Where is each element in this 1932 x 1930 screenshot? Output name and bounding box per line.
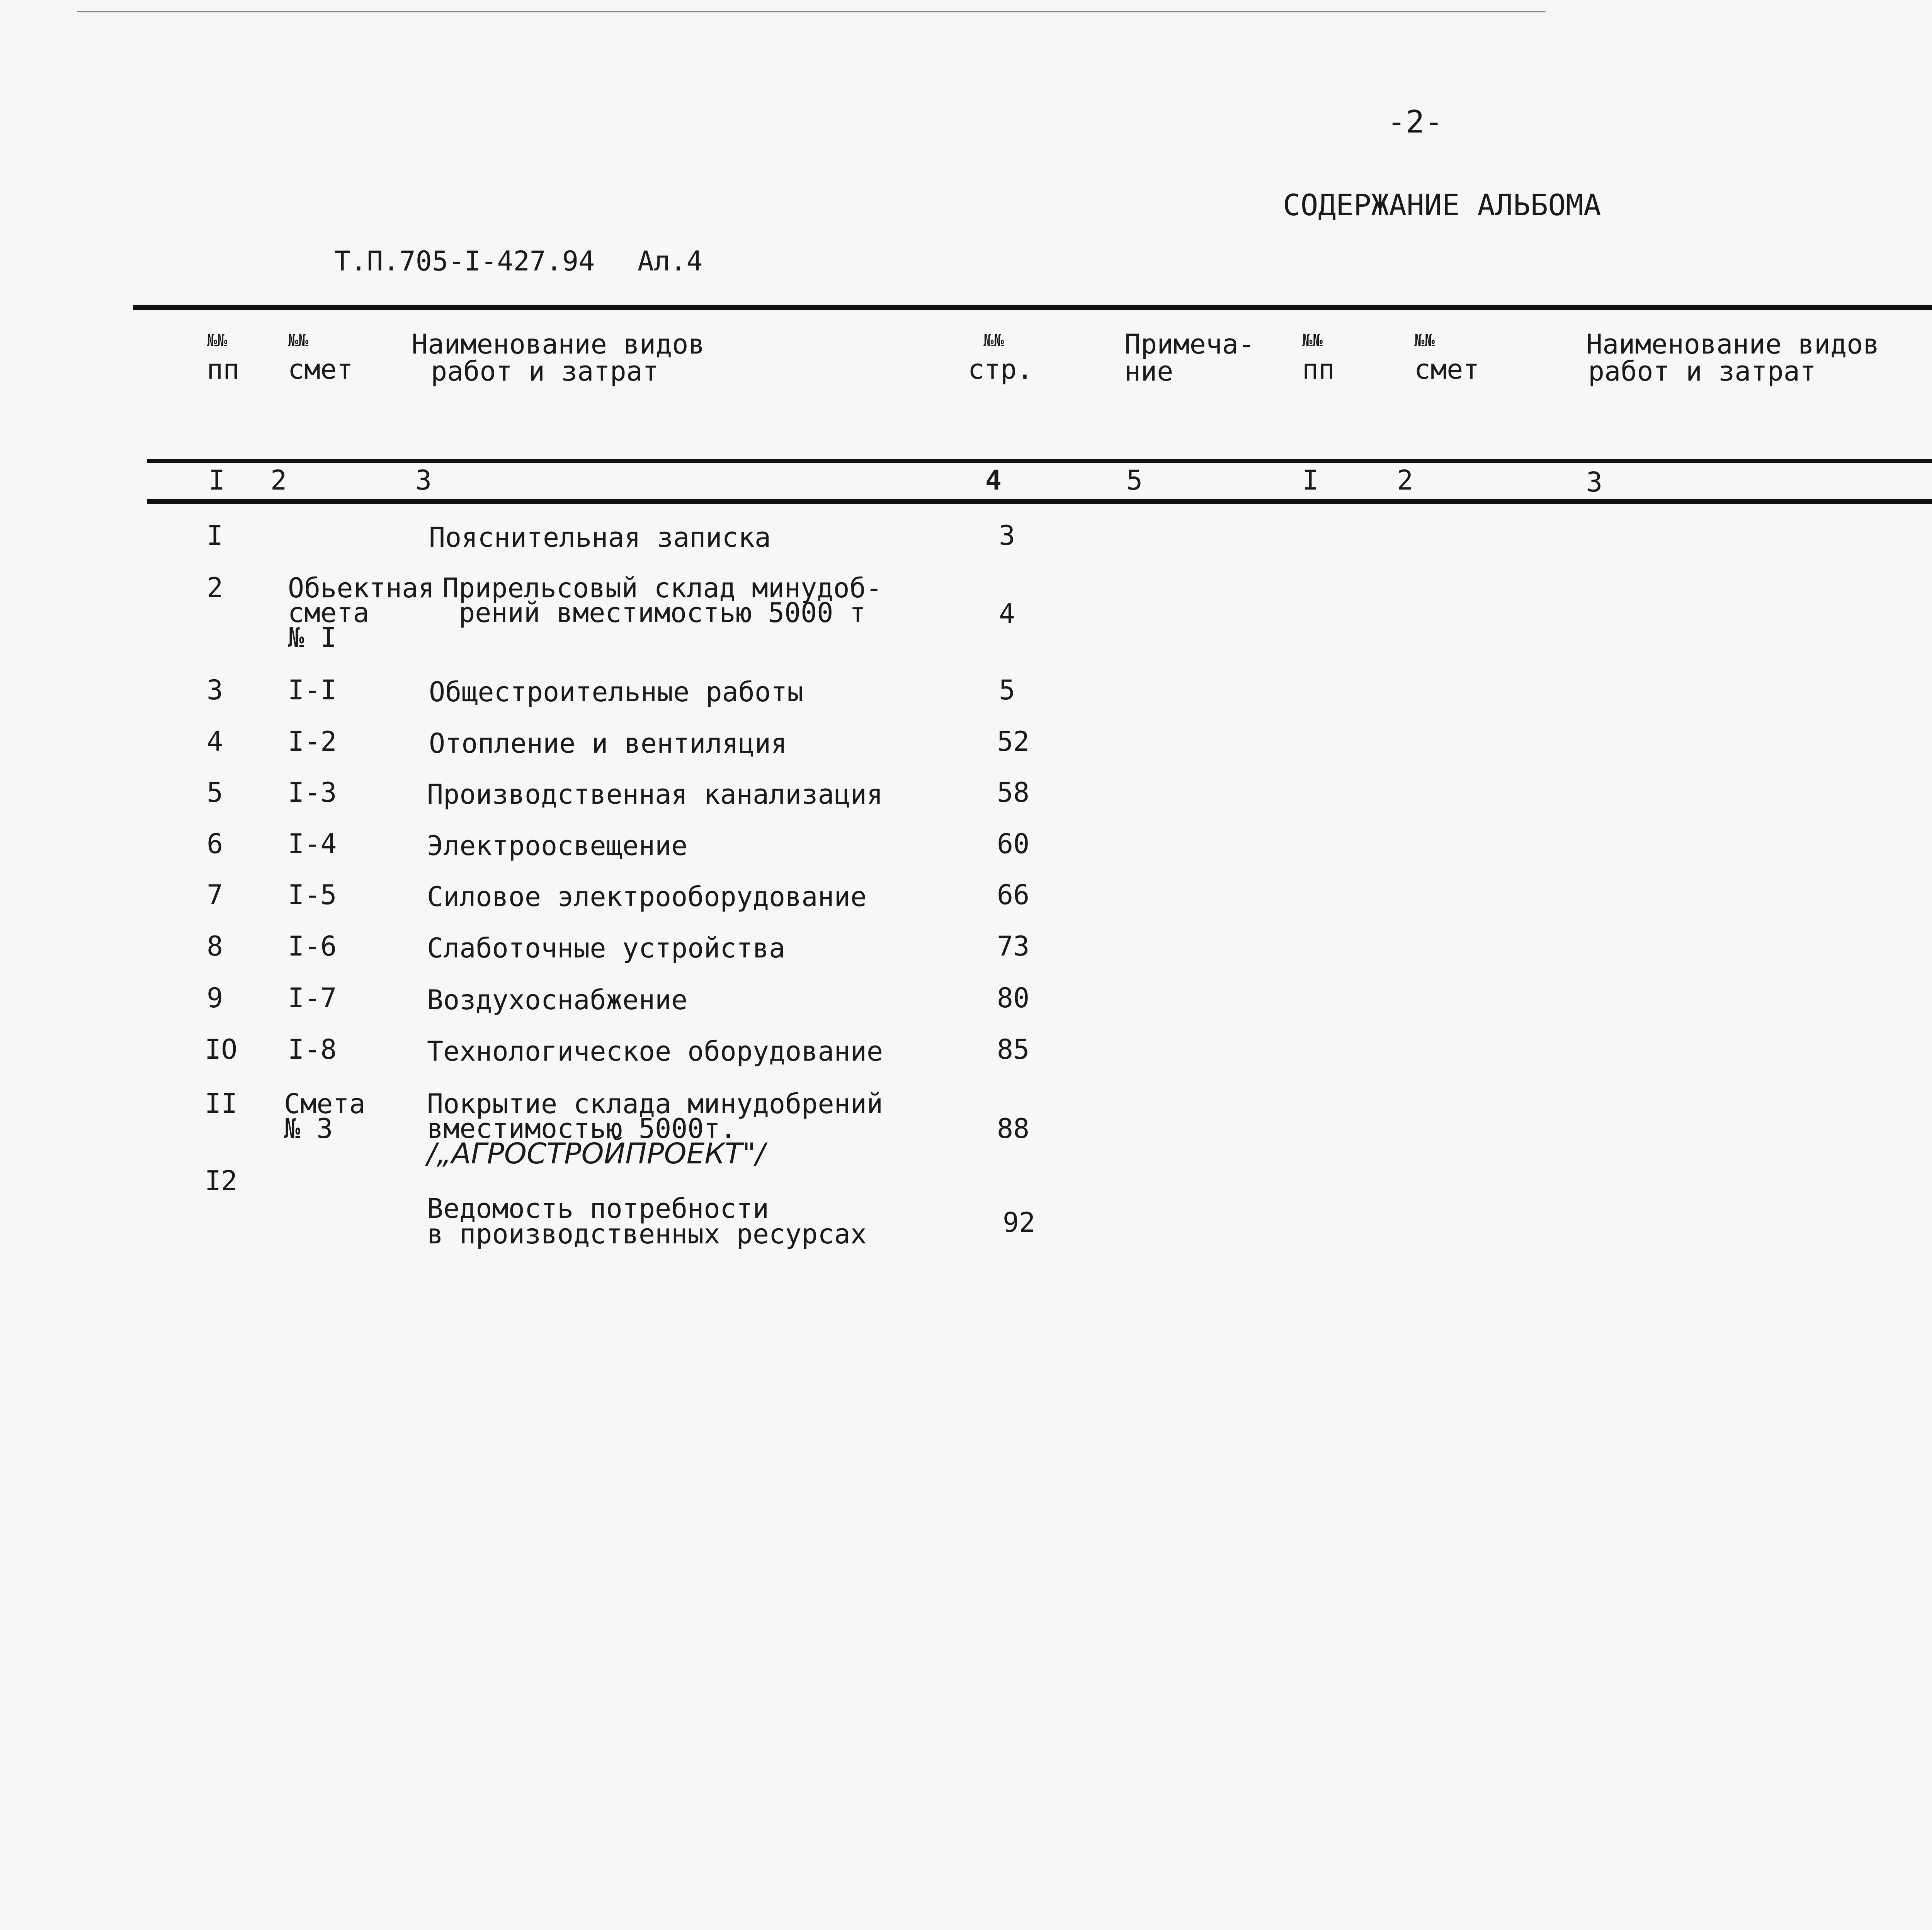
row-smeta: I-5 xyxy=(288,879,337,911)
row-number: 6 xyxy=(207,828,223,860)
row-page: 85 xyxy=(997,1034,1030,1065)
row-page: 92 xyxy=(1003,1207,1036,1238)
row-number: II xyxy=(205,1088,238,1119)
header-note-line2: ние xyxy=(1124,355,1173,387)
top-rule xyxy=(77,11,1546,12)
row-number: I xyxy=(207,520,223,551)
header-npp: пп xyxy=(207,354,240,385)
column-number: 3 xyxy=(415,464,432,496)
row-name: Ведомость потребности в производственных ресурсах xyxy=(427,1193,867,1250)
row-name: Электроосвещение xyxy=(427,830,688,862)
row-page: 73 xyxy=(997,930,1030,962)
header-page-no: №№ xyxy=(983,331,1004,350)
row-number: 5 xyxy=(207,777,223,808)
row-page: 4 xyxy=(999,598,1015,630)
row-name: Силовое электрооборудование xyxy=(427,881,867,913)
row-page: 66 xyxy=(997,879,1030,911)
row-smeta: I-3 xyxy=(288,777,337,808)
row-number: 8 xyxy=(207,930,223,962)
column-number: 3 xyxy=(1586,466,1603,498)
row-name: Воздухоснабжение xyxy=(427,984,688,1016)
row-name: Отопление и вентиляция xyxy=(429,728,787,759)
page-title: СОДЕРЖАНИЕ АЛЬБОМА xyxy=(1283,188,1601,222)
row-name: Прирельсовый склад минудоб- рений вместимостью 5000 т xyxy=(442,572,882,629)
header-smet-no-right: №№ xyxy=(1414,331,1435,350)
header-npp-no-right: №№ xyxy=(1302,331,1323,350)
row-number: 9 xyxy=(207,982,223,1014)
row-smeta: I-8 xyxy=(288,1034,337,1065)
row-name: Слаботочные устройства xyxy=(427,932,786,964)
row-page: 88 xyxy=(997,1113,1030,1144)
column-number: 4 xyxy=(985,464,1002,496)
row-smeta: I-I xyxy=(288,674,337,706)
header-name-line2: работ и затрат xyxy=(431,355,659,387)
column-numbers-top-rule xyxy=(147,459,1932,463)
header-name-line1: Наименование видов xyxy=(412,328,705,360)
row-page: 58 xyxy=(997,777,1030,808)
column-numbers-bottom-rule xyxy=(147,499,1932,504)
table-top-rule xyxy=(133,305,1932,310)
row-name: Технологическое оборудование xyxy=(427,1036,883,1067)
row-name: Производственная канализация xyxy=(427,779,883,810)
row-number: IO xyxy=(205,1034,238,1065)
album-number: Ал.4 xyxy=(638,245,703,277)
document-code: Т.П.705-I-427.94 xyxy=(334,245,595,277)
row-number: I2 xyxy=(205,1165,238,1197)
header-npp-right: пп xyxy=(1302,354,1335,385)
row-page: 3 xyxy=(999,520,1015,551)
row-name: Общестроительные работы xyxy=(429,676,804,708)
column-number: I xyxy=(1302,464,1319,496)
row-number: 4 xyxy=(207,726,223,757)
header-note-line1: Примеча- xyxy=(1124,328,1255,360)
column-number: 2 xyxy=(270,464,287,496)
row-smeta: I-7 xyxy=(288,982,337,1014)
row-smeta: Смета № 3 xyxy=(284,1088,366,1144)
page-number: -2- xyxy=(1387,104,1443,140)
row-name: Покрытие склада минудобрений вместимостью 5000т. xyxy=(427,1088,883,1144)
row-smeta: I-2 xyxy=(288,726,337,757)
row-number: 2 xyxy=(207,572,223,604)
row-number: 7 xyxy=(207,879,223,911)
header-npp-no: №№ xyxy=(207,331,227,350)
header-name-line2-right: работ и затрат xyxy=(1588,355,1816,387)
column-number: 2 xyxy=(1397,464,1413,496)
header-page: стр. xyxy=(968,354,1033,385)
row-page: 80 xyxy=(997,982,1030,1014)
row-number: 3 xyxy=(207,674,223,706)
row-page: 60 xyxy=(997,828,1030,860)
row-page: 5 xyxy=(999,674,1015,706)
header-name-line1-right: Наименование видов xyxy=(1586,328,1879,360)
row-smeta: I-6 xyxy=(288,930,337,962)
header-smet-no: №№ xyxy=(288,331,308,350)
row-page: 52 xyxy=(997,726,1030,757)
header-smet: смет xyxy=(288,354,353,385)
row-name: Пояснительная записка xyxy=(429,522,771,553)
agrostroyproekt-stamp: /„АГРОСТРОЙПРОЕКТ"/ xyxy=(427,1137,765,1170)
column-number: I xyxy=(209,464,225,496)
column-number: 5 xyxy=(1126,464,1143,496)
header-smet-right: смет xyxy=(1414,354,1480,385)
row-smeta: Обьектная смета № I xyxy=(288,572,435,653)
row-smeta: I-4 xyxy=(288,828,337,860)
